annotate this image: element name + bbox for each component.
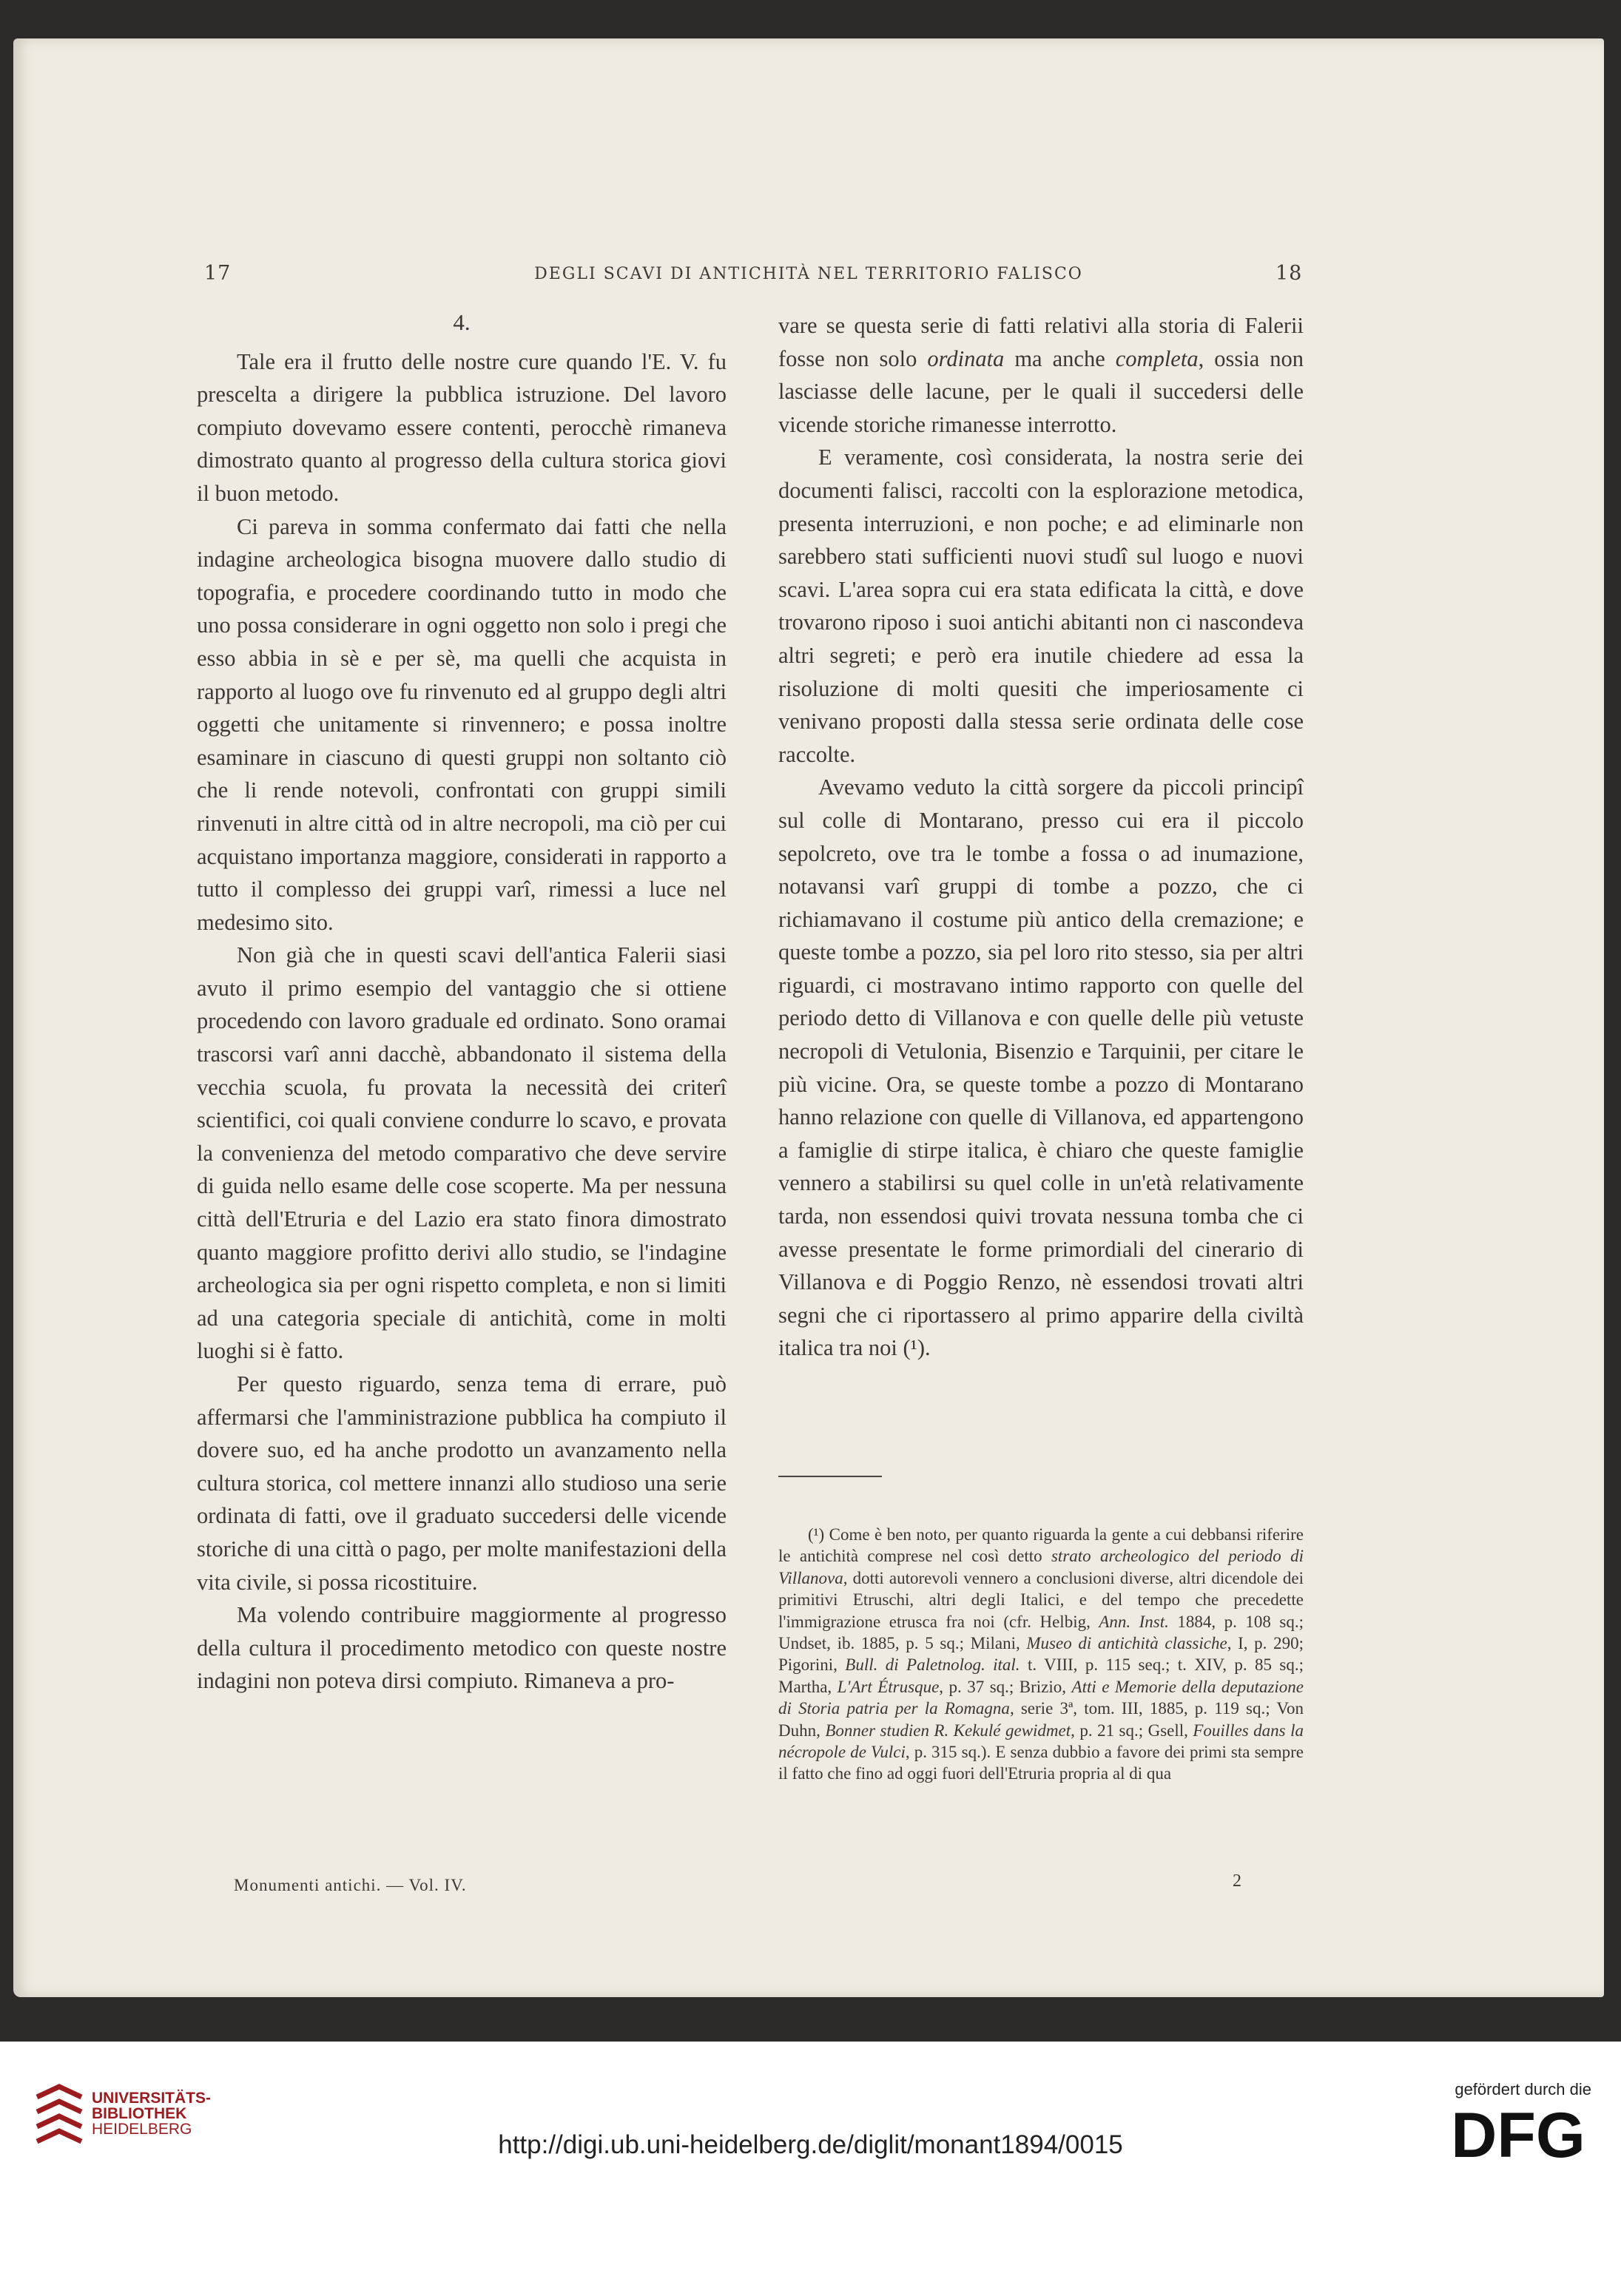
library-name-line: HEIDELBERG [92,2121,192,2138]
paragraph: Ci pareva in somma confermato dai fatti che nella indagine archeologica bisogna muovere dallo studio di topografia, e procedere coordinando tutto in modo che uno possa considerare in ogni oggetto non solo i pregi che esso abbia in sè e per sè, ma quelli che acquista in rapporto al luogo ove fu rinvenuto ed al gruppo degli altri oggetti che unitamente si rinvennero; e possa inoltre esaminare in ciascuno di questi gruppi non soltanto ciò che li rende notevoli, confrontati con gruppi simili rinvenuti in altre città od in altre necropoli, ma ciò per cui acquistano importanza maggiore, considerati in rapporto a tutto il complesso dei gruppi varî, rimessi a luce nel medesimo sito. [197,513,727,935]
permalink-url[interactable]: http://digi.ub.uni-heidelberg.de/diglit/monant1894/0015 [498,2130,1123,2159]
running-title: DEGLI SCAVI DI ANTICHITÀ NEL TERRITORIO FALISCO [534,265,1083,283]
text: , p. 315 sq.). E senza dubbio a favore dei primi sta sempre il fatto che fino ad oggi fuori dell'Etruria propria al di qua [778,1743,1304,1783]
text: t. VIII, p. 115 seq.; t. XIV, p. 85 sq.; Martha, [778,1655,1304,1696]
right-column [778,309,1304,1365]
text: 1884, p. 108 sq.; Undset, ib. 1885, p. 5 sq.; Milani, [778,1612,1304,1653]
paragraph: Per questo riguardo, senza tema di errare, può affermarsi che l'amministrazione pubblica ha compiuto il dovere suo, ed ha anche prodotto un avanzamento nella cultura storica, col mettere innanzi allo studioso una serie ordinata di fatti, ove il graduato succedersi delle vicende storiche di una città o pago, per molte manifestazioni della vita civile, si possa ricostituire. [197,1371,727,1595]
text: , serie 3ª, tom. III, 1885, p. 119 sq.; Von Duhn, [778,1699,1304,1740]
footnote-text [778,1524,1304,1785]
text: , p. 21 sq.; Gsell, [1071,1721,1193,1740]
italic-text: Bonner studien R. Kekulé gewidmet [825,1721,1071,1740]
italic-text: ordinata [927,345,1005,371]
paragraph: Ma volendo contribuire maggiormente al progresso della cultura il procedimento metodico con queste nostre indagini non poteva dirsi compiuto. Rimaneva a pro- [197,1602,727,1694]
italic-text: Fouilles dans la nécropole de Vulci [778,1721,1304,1762]
paragraph: E veramente, così considerata, la nostra serie dei documenti falisci, raccolti con la esplorazione metodica, presenta interruzioni, e non poche; e ad eliminarle non sarebbero stati sufficienti nuovi studî sul luogo e nuovi scavi. L'area sopra cui era stata edificata la città, e dove trovarono riposo i suoi antichi abitanti non ci nascondeva altri segreti; e però era inutile chiedere ad essa la risoluzione di molti quesiti che imperiosamente ci venivano proposti dalla stessa serie ordinata delle cose raccolte. [778,445,1304,767]
text: , I, p. 290; Pigorini, [778,1634,1304,1675]
dfg-logo-text: DFG [1451,2105,1585,2164]
page-number-right: 18 [1275,262,1303,285]
volume-signature: Monumenti antichi. — Vol. IV. [234,1876,467,1894]
italic-text: completa [1115,345,1199,371]
gathering-number: 2 [1233,1871,1241,1891]
book-page [13,38,1604,1997]
paragraph: Avevamo veduto la città sorgere da piccoli principî sul colle di Montarano, presso cui era il piccolo sepolcreto, ove tra le tombe a fossa o ad inumazione, notavansi varî gruppi di tombe a pozzo, che ci richiamavano il costume più antico della cremazione; e queste tombe a pozzo, sia pel loro rito stesso, sia per altri riguardi, ci mostravano intimo rapporto con quelle del periodo detto di Villanova e con quelle delle più vetuste necropoli di Vetulonia, Bisenzio e Tarquinii, per citare le più vicine. Ora, se queste tombe a pozzo di Montarano hanno relazione con quelle di Villanova, ed appartengono a famiglie di stirpe italica, è chiaro che queste famiglie vennero a stabilirsi su quel colle in un'età relativamente tarda, non essendosi quivi trovata nessuna tomba che ci avesse presentate le forme primordiali del cinerario di Villanova e di Poggio Renzo, nè essendosi trovati altri segni che ci riportassero al primo apparire della civiltà italica tra noi (¹). [778,774,1304,1361]
text: , ossia non lasciasse delle lacune, per le quali il succedersi delle vicende storiche rimanesse interrotto. [778,345,1304,437]
page-number-left: 17 [204,262,232,285]
left-column [197,306,727,1698]
italic-text: Atti e Memorie della deputazione di Storia patria per la Romagna [778,1677,1304,1718]
paragraph-continued [778,309,1304,441]
text: , dotti autorevoli vennero a conclusioni diverse, altri dicendole dei primitivi Etruschi, altri degli Italici, e del tempo che precedette l'immigrazione etrusca fra noi (cfr. Helbig, [778,1568,1304,1631]
funded-by-label: gefördert durch die [1455,2080,1591,2099]
italic-text: L'Art Étrusque [837,1677,940,1696]
library-name-line: BIBLIOTHEK [92,2105,187,2122]
paragraph: Non già che in questi scavi dell'antica Falerii siasi avuto il primo esempio del vantaggio che si ottiene procedendo con lavoro graduale ed ordinato. Sono oramai trascorsi varî anni dacchè, abbandonato il sistema della vecchia scuola, fu provata la necessità dei criterî scientifici, coi quali conviene condurre lo scavo, e provata la convenienza del metodo comparativo che deve servire di guida nello esame delle cose scoperte. Ma per nessuna città dell'Etruria e del Lazio era stato finora dimostrato quanto maggiore profitto derivi allo studio, se l'indagine archeologica sia per ogni rispetto completa, e non si limiti ad una categoria speciale di antichità, come in molti luoghi si è fatto. [197,942,727,1364]
footnote-rule [778,1476,882,1477]
library-name-line: UNIVERSITÄTS- [92,2090,212,2107]
section-number: 4. [453,309,471,335]
viewer-footer [0,2042,1621,2296]
footnote [778,1524,1304,1785]
italic-text: Ann. Inst. [1099,1612,1169,1631]
dfg-logo-icon[interactable] [1440,2105,1596,2164]
paragraph: Tale era il frutto delle nostre cure quando l'E. V. fu prescelta a dirigere la pubblica istruzione. Del lavoro compiuto dovevamo essere contenti, perocchè rimaneva dimostrato quanto al progresso della cultura storica giovi il buon metodo. [197,348,727,506]
text: vare se questa serie di fatti relativi alla storia di Falerii fosse non solo [778,313,1304,371]
text: , p. 37 sq.; Brizio, [939,1677,1072,1696]
text: (¹) Come è ben noto, per quanto riguarda la gente a cui debbansi riferire le antichità comprese nel così detto [778,1525,1304,1566]
text: ma anche [1004,345,1116,371]
italic-text: Bull. di Paletnolog. ital. [845,1655,1020,1675]
italic-text: Museo di antichità classiche [1026,1634,1227,1653]
italic-text: strato archeologico del periodo di Villanova [778,1547,1304,1587]
